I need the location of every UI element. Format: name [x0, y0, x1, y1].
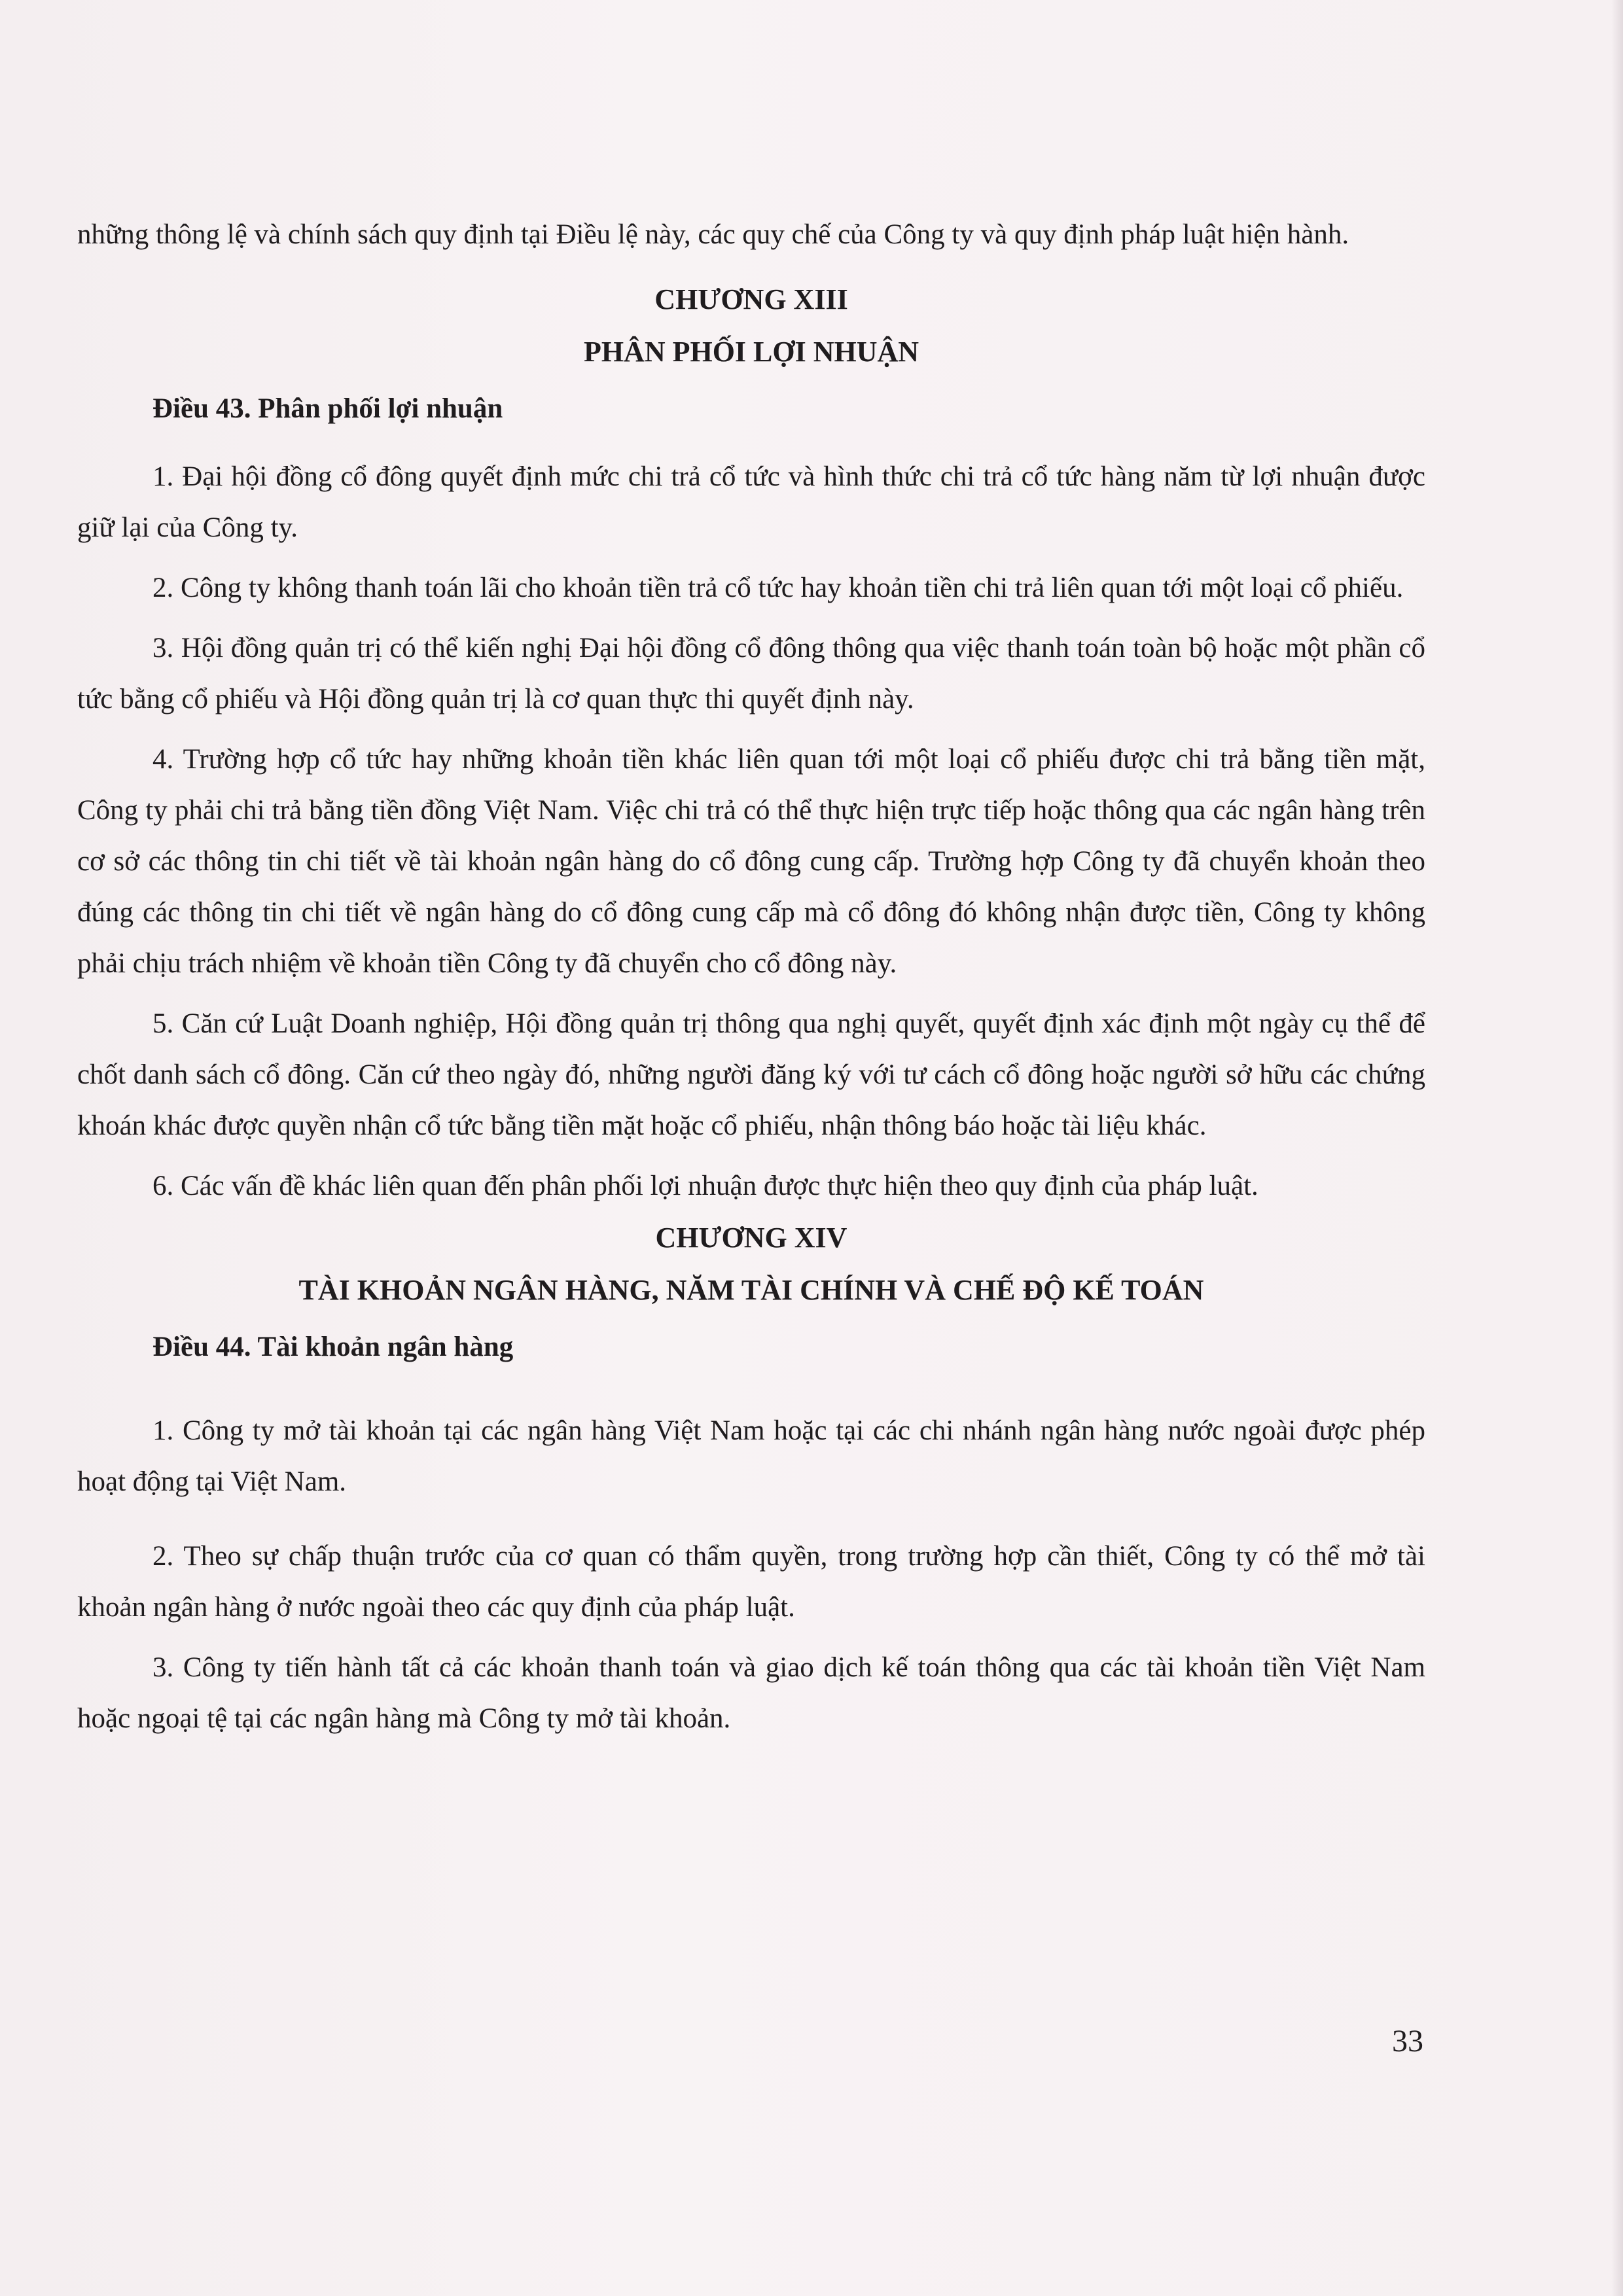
article-43-paragraph-2: 2. Công ty không thanh toán lãi cho khoản tiền trả cổ tức hay khoản tiền chi trả liên quan tới một loại cổ phiếu. [152, 573, 1404, 603]
article-43-paragraph-5: 5. Căn cứ Luật Doanh nghiệp, Hội đồng quản trị thông qua nghị quyết, quyết định xác định một ngày cụ thể để chốt danh sách cổ đông. Căn cứ theo ngày đó, những người đăng ký với tư cách cổ đông hoặc người sở hữu các chứng khoán khác được quyền nhận cổ tức bằng tiền mặt hoặc cổ phiếu, nhận thông báo hoặc tài liệu khác. [77, 1008, 1425, 1141]
intro-paragraph: những thông lệ và chính sách quy định tại Điều lệ này, các quy chế của Công ty và quy định pháp luật hiện hành. [77, 219, 1349, 250]
article-44-paragraph-3: 3. Công ty tiến hành tất cả các khoản thanh toán và giao dịch kế toán thông qua các tài khoản tiền Việt Nam hoặc ngoại tệ tại các ngân hàng mà Công ty mở tài khoản. [77, 1652, 1425, 1734]
chapter-13-label: CHƯƠNG XIII [654, 283, 848, 315]
chapter-14-title: TÀI KHOẢN NGÂN HÀNG, NĂM TÀI CHÍNH VÀ CHẾ ĐỘ KẾ TOÁN [298, 1274, 1204, 1306]
article-43-heading: Điều 43. Phân phối lợi nhuận [152, 393, 503, 424]
article-43-paragraph-6: 6. Các vấn đề khác liên quan đến phân phối lợi nhuận được thực hiện theo quy định của pháp luật. [152, 1171, 1258, 1201]
article-43-paragraph-3: 3. Hội đồng quản trị có thể kiến nghị Đại hội đồng cổ đông thông qua việc thanh toán toàn bộ hoặc một phần cổ tức bằng cổ phiếu và Hội đồng quản trị là cơ quan thực thi quyết định này. [77, 633, 1425, 715]
page-number: 33 [1392, 2024, 1423, 2058]
page-edge-shadow [1611, 0, 1623, 2296]
article-43-paragraph-4: 4. Trường hợp cổ tức hay những khoản tiền khác liên quan tới một loại cổ phiếu được chi trả bằng tiền mặt, Công ty phải chi trả bằng tiền đồng Việt Nam. Việc chi trả có thể thực hiện trực tiếp hoặc thông qua các ngân hàng trên cơ sở các thông tin chi tiết về tài khoản ngân hàng do cổ đông cung cấp. Trường hợp Công ty đã chuyển khoản theo đúng các thông tin chi tiết về ngân hàng do cổ đông cung cấp mà cổ đông đó không nhận được tiền, Công ty không phải chịu trách nhiệm về khoản tiền Công ty đã chuyển cho cổ đông này. [77, 744, 1425, 979]
chapter-13-title: PHÂN PHỐI LỢI NHUẬN [583, 336, 919, 368]
page-body [77, 209, 1425, 1754]
article-44-paragraph-1: 1. Công ty mở tài khoản tại các ngân hàng Việt Nam hoặc tại các chi nhánh ngân hàng nước ngoài được phép hoạt động tại Việt Nam. [77, 1415, 1425, 1497]
article-44-heading: Điều 44. Tài khoản ngân hàng [152, 1332, 514, 1362]
chapter-14-label: CHƯƠNG XIV [655, 1222, 847, 1254]
article-44-paragraph-2: 2. Theo sự chấp thuận trước của cơ quan có thẩm quyền, trong trường hợp cần thiết, Công ty có thể mở tài khoản ngân hàng ở nước ngoài theo các quy định của pháp luật. [77, 1541, 1425, 1623]
article-43-paragraph-1: 1. Đại hội đồng cổ đông quyết định mức chi trả cổ tức và hình thức chi trả cổ tức hàng năm từ lợi nhuận được giữ lại của Công ty. [77, 461, 1425, 543]
